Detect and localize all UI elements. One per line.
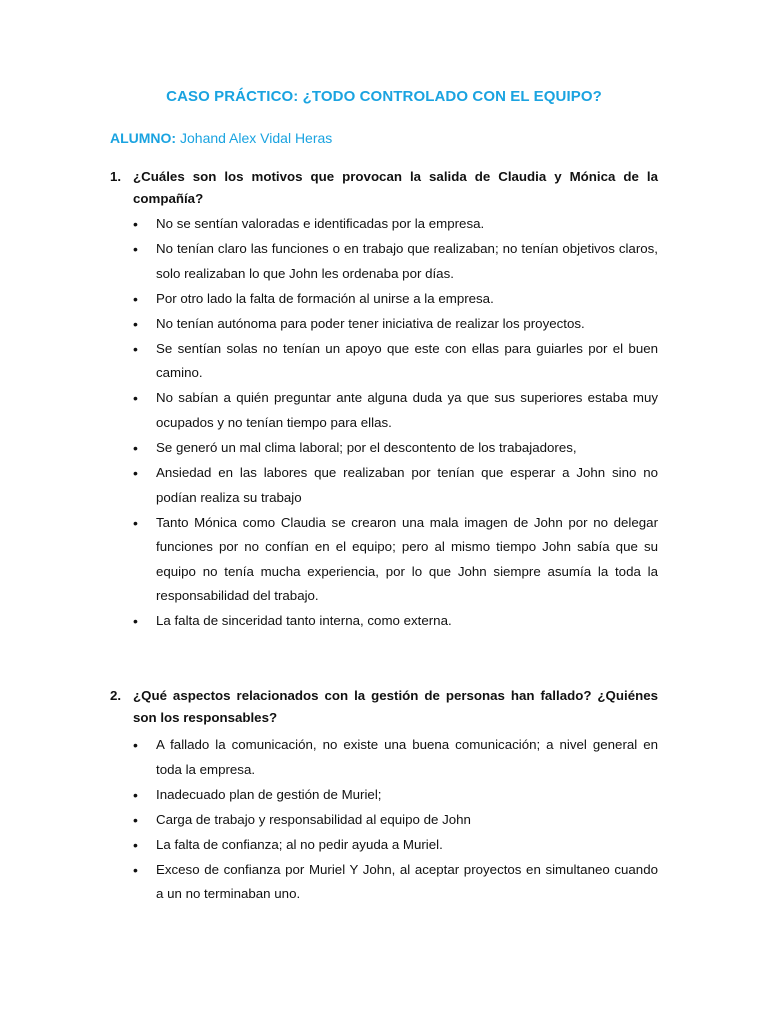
list-item [133, 808, 658, 833]
list-item-text: No sabían a quién preguntar ante alguna duda ya que sus superiores estaba muy ocupados y no tenían tiempo para ellas. [156, 390, 658, 430]
bullet-icon: • [133, 440, 138, 457]
list-item [133, 337, 658, 386]
list-item [133, 461, 658, 510]
bullet-icon: • [133, 216, 138, 232]
question-number: 1. [110, 169, 122, 184]
list-item-text: La falta de confianza; al no pedir ayuda a Muriel. [156, 836, 443, 852]
bullet-icon: • [133, 315, 138, 332]
bullet-icon: • [133, 811, 138, 828]
question-text: ¿Cuáles son los motivos que provocan la salida de Claudia y Mónica de la compañía? [133, 169, 658, 206]
question-number: 2. [110, 688, 122, 703]
list-item [133, 287, 658, 312]
list-item-text: Carga de trabajo y responsabilidad al equipo de John [156, 811, 471, 827]
list-item-text: Se generó un mal clima laboral; por el descontento de los trabajadores, [156, 440, 577, 456]
student-line [110, 130, 332, 146]
list-item-text: Se sentían solas no tenían un apoyo que este con ellas para guiarles por el buen camino. [156, 340, 658, 381]
bullet-icon: • [133, 340, 138, 357]
question-2 [110, 685, 658, 729]
question-1 [110, 166, 658, 210]
list-item-text: La falta de sinceridad tanto interna, como externa. [156, 613, 452, 629]
bullet-icon: • [133, 241, 138, 258]
list-item [133, 858, 658, 907]
list-item-text: Inadecuado plan de gestión de Muriel; [156, 786, 382, 802]
bullet-icon: • [133, 465, 138, 482]
student-name: Johand Alex Vidal Heras [180, 130, 333, 146]
student-label: ALUMNO: [110, 130, 177, 146]
bullet-icon: • [133, 514, 138, 531]
list-item [133, 783, 658, 808]
bullet-icon: • [133, 786, 138, 803]
list-item-text: Por otro lado la falta de formación al unirse a la empresa. [156, 290, 494, 306]
list-item-text: A fallado la comunicación, no existe una buena comunicación; a nivel general en toda la empresa. [156, 737, 658, 777]
list-item [133, 436, 658, 461]
list-item [133, 312, 658, 337]
list-item [133, 609, 658, 634]
bullet-icon: • [133, 290, 138, 307]
list-item [133, 733, 658, 782]
document-title: CASO PRÁCTICO: ¿TODO CONTROLADO CON EL EQUIPO? [166, 88, 602, 105]
bullet-icon: • [133, 737, 138, 753]
list-item-text: Exceso de confianza por Muriel Y John, al aceptar proyectos en simultaneo cuando a un no terminaban uno. [156, 861, 658, 902]
list-item [133, 237, 658, 286]
list-item [133, 511, 658, 609]
list-item-text: Ansiedad en las labores que realizaban por tenían que esperar a John sino no podían realiza su trabajo [156, 465, 658, 505]
list-item [133, 386, 658, 435]
question-2-answers [133, 733, 658, 907]
list-item-text: No se sentían valoradas e identificadas por la empresa. [156, 216, 485, 231]
list-item-text: No tenían autónoma para poder tener iniciativa de realizar los proyectos. [156, 315, 585, 331]
bullet-icon: • [133, 390, 138, 407]
list-item [133, 212, 658, 237]
list-item [133, 833, 658, 858]
question-text: ¿Qué aspectos relacionados con la gestión de personas han fallado? ¿Quiénes son los responsables? [133, 688, 658, 725]
bullet-icon: • [133, 836, 138, 853]
bullet-icon: • [133, 613, 138, 630]
bullet-icon: • [133, 861, 138, 878]
list-item-text: Tanto Mónica como Claudia se crearon una mala imagen de John por no delegar funciones por no confían en el equipo; pero al mismo tiempo John sabía que su equipo no tenía mucha experiencia, por lo que John siempre asumía la toda la responsabilidad del trabajo. [156, 514, 658, 604]
question-1-answers [133, 212, 658, 634]
list-item-text: No tenían claro las funciones o en trabajo que realizaban; no tenían objetivos claros, solo realizaban lo que John les ordenaba por días. [156, 241, 658, 281]
